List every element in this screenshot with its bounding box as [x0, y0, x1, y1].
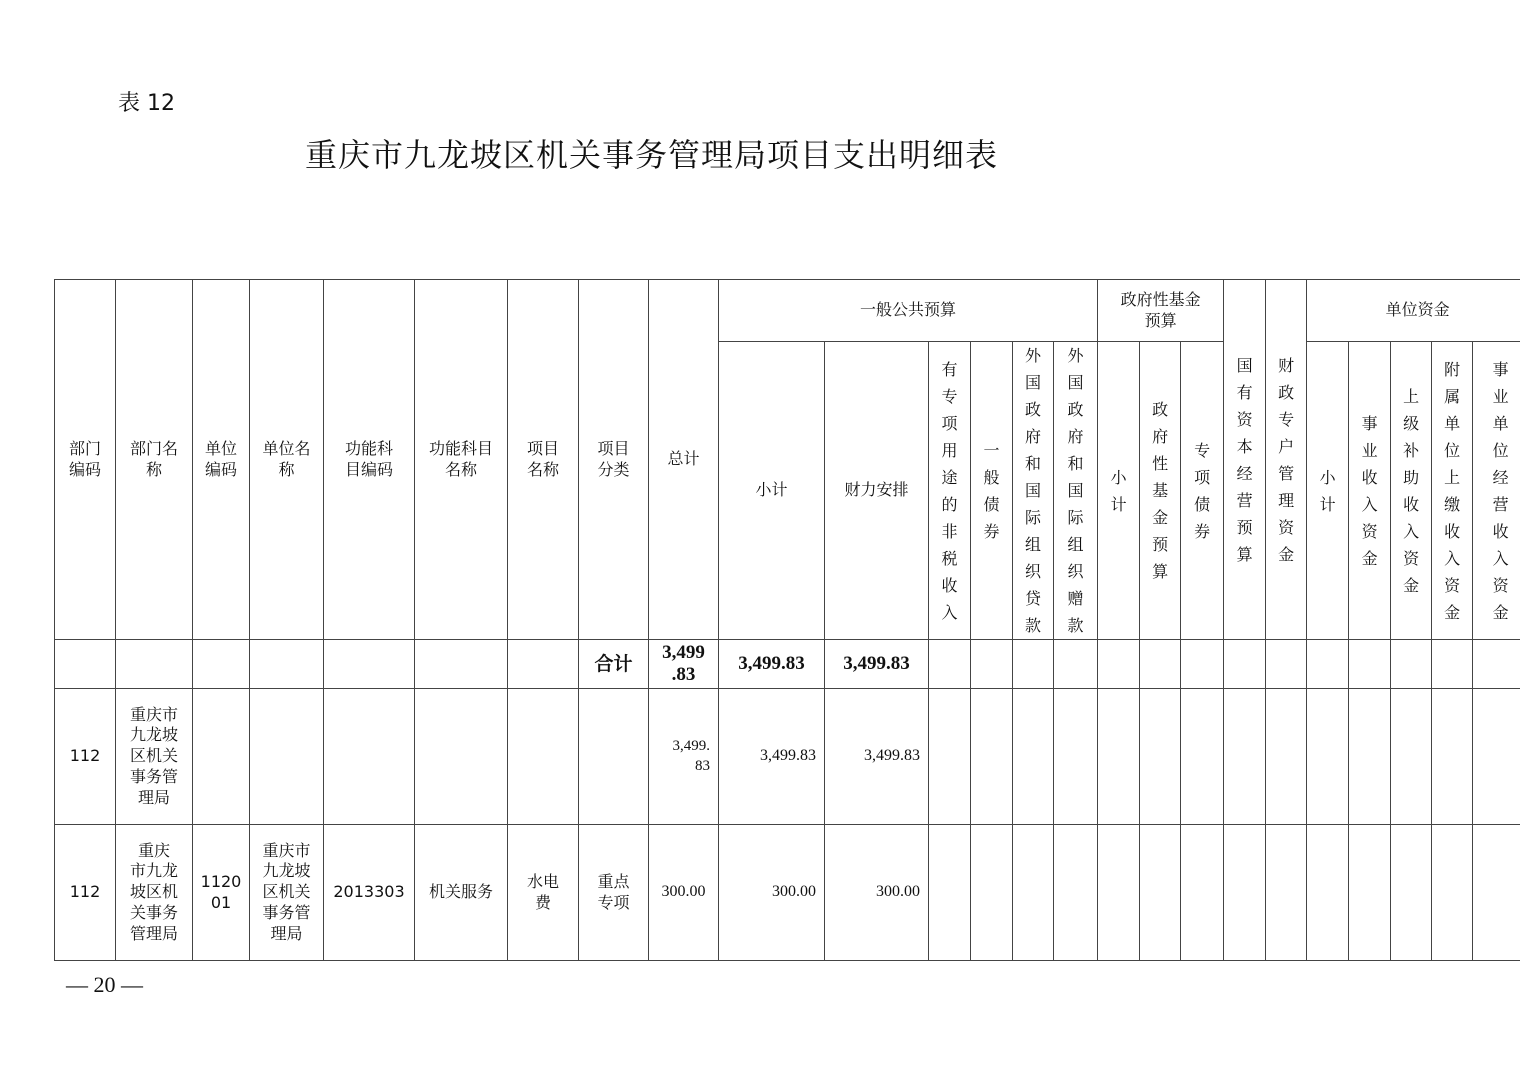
cell-dept-code: 112 — [55, 689, 116, 825]
header-unit-name: 单位名 称 — [250, 280, 324, 640]
header-unit-subtotal: 小 计 — [1307, 342, 1349, 640]
cell-gen-subtotal: 3,499.83 — [719, 689, 825, 825]
cell-proj-type — [579, 689, 649, 825]
header-gen-bond: 一 般 债 券 — [971, 342, 1013, 640]
cell-total: 3,499 .83 — [649, 640, 719, 689]
cell-gen-subtotal: 300.00 — [719, 825, 825, 961]
table-row — [55, 640, 1520, 689]
header-unit-operating: 事 业 单 位 经 营 收 入 资 金 — [1473, 342, 1520, 640]
cell-unit-code — [193, 640, 250, 689]
cell-unit-name — [250, 640, 324, 689]
cell-func-code: 2013303 — [324, 825, 415, 961]
header-gen-fiscal: 财力安排 — [825, 342, 929, 640]
table-row — [55, 825, 1520, 961]
empty-cell — [1098, 689, 1140, 825]
empty-cell — [1307, 640, 1349, 689]
empty-cell — [1473, 825, 1520, 961]
empty-cell — [1349, 689, 1391, 825]
empty-cell — [1098, 640, 1140, 689]
empty-cell — [1473, 689, 1520, 825]
empty-cell — [971, 825, 1013, 961]
empty-cell — [1054, 640, 1098, 689]
empty-cell — [1140, 640, 1181, 689]
table-number: 表 12 — [118, 91, 175, 116]
cell-total: 300.00 — [649, 825, 719, 961]
header-proj-type: 项目 分类 — [579, 280, 649, 640]
empty-cell — [1266, 825, 1307, 961]
cell-unit-name: 重庆市 九龙坡 区机关 事务管 理局 — [250, 825, 324, 961]
empty-cell — [971, 640, 1013, 689]
page-title: 重庆市九龙坡区机关事务管理局项目支出明细表 — [305, 136, 999, 174]
header-gov-fund-budget: 政 府 性 基 金 预 算 — [1140, 342, 1181, 640]
cell-func-code — [324, 640, 415, 689]
cell-total: 3,499. 83 — [649, 689, 719, 825]
cell-dept-code — [55, 640, 116, 689]
header-dept-name: 部门名 称 — [116, 280, 193, 640]
cell-proj-name — [508, 689, 579, 825]
empty-cell — [1391, 640, 1432, 689]
cell-gen-fiscal: 300.00 — [825, 825, 929, 961]
cell-unit-code: 1120 01 — [193, 825, 250, 961]
header-total: 总计 — [649, 280, 719, 640]
empty-cell — [1140, 825, 1181, 961]
cell-proj-type: 重点 专项 — [579, 825, 649, 961]
project-expense-table — [54, 279, 1520, 961]
page-number: — 20 — — [66, 972, 143, 997]
empty-cell — [1181, 689, 1224, 825]
empty-cell — [1013, 825, 1054, 961]
header-row-1 — [55, 280, 1520, 342]
project-expense-table-wrapper — [54, 279, 1520, 961]
empty-cell — [1391, 689, 1432, 825]
empty-cell — [1181, 640, 1224, 689]
header-dept-code: 部门 编码 — [55, 280, 116, 640]
empty-cell — [929, 825, 971, 961]
empty-cell — [971, 689, 1013, 825]
header-general-budget: 一般公共预算 — [719, 280, 1098, 342]
cell-dept-name — [116, 640, 193, 689]
cell-gen-subtotal: 3,499.83 — [719, 640, 825, 689]
header-gov-subtotal: 小 计 — [1098, 342, 1140, 640]
cell-dept-name: 重庆 市九龙 坡区机 关事务 管理局 — [116, 825, 193, 961]
empty-cell — [1181, 825, 1224, 961]
header-special-account: 财 政 专 户 管 理 资 金 — [1266, 280, 1307, 640]
empty-cell — [1307, 825, 1349, 961]
header-gov-special-bond: 专 项 债 券 — [1181, 342, 1224, 640]
header-func-code: 功能科 目编码 — [324, 280, 415, 640]
header-state-capital: 国 有 资 本 经 营 预 算 — [1224, 280, 1266, 640]
cell-proj-name: 水电 费 — [508, 825, 579, 961]
header-gen-nontax: 有 专 项 用 途 的 非 税 收 入 — [929, 342, 971, 640]
header-unit-business-income: 事 业 收 入 资 金 — [1349, 342, 1391, 640]
empty-cell — [1473, 640, 1520, 689]
empty-cell — [1054, 825, 1098, 961]
cell-gen-fiscal: 3,499.83 — [825, 689, 929, 825]
empty-cell — [1224, 689, 1266, 825]
empty-cell — [1013, 689, 1054, 825]
empty-cell — [929, 689, 971, 825]
header-unit-funds: 单位资金 — [1307, 280, 1520, 342]
cell-func-name — [415, 640, 508, 689]
cell-unit-name — [250, 689, 324, 825]
empty-cell — [1432, 689, 1473, 825]
empty-cell — [1224, 825, 1266, 961]
empty-cell — [1391, 825, 1432, 961]
empty-cell — [1266, 640, 1307, 689]
empty-cell — [1140, 689, 1181, 825]
cell-unit-code — [193, 689, 250, 825]
empty-cell — [1098, 825, 1140, 961]
header-gen-foreign-loan: 外 国 政 府 和 国 际 组 织 贷 款 — [1013, 342, 1054, 640]
header-gen-subtotal: 小计 — [719, 342, 825, 640]
cell-proj-name — [508, 640, 579, 689]
empty-cell — [1307, 689, 1349, 825]
empty-cell — [1054, 689, 1098, 825]
empty-cell — [1349, 640, 1391, 689]
empty-cell — [1224, 640, 1266, 689]
header-func-name: 功能科目 名称 — [415, 280, 508, 640]
empty-cell — [929, 640, 971, 689]
empty-cell — [1432, 825, 1473, 961]
cell-func-name — [415, 689, 508, 825]
empty-cell — [1266, 689, 1307, 825]
header-unit-affiliated: 附 属 单 位 上 缴 收 入 资 金 — [1432, 342, 1473, 640]
cell-func-name: 机关服务 — [415, 825, 508, 961]
header-proj-name: 项目 名称 — [508, 280, 579, 640]
empty-cell — [1349, 825, 1391, 961]
cell-gen-fiscal: 3,499.83 — [825, 640, 929, 689]
empty-cell — [1432, 640, 1473, 689]
header-unit-superior-subsidy: 上 级 补 助 收 入 资 金 — [1391, 342, 1432, 640]
cell-func-code — [324, 689, 415, 825]
cell-dept-code: 112 — [55, 825, 116, 961]
cell-proj-type: 合计 — [579, 640, 649, 689]
header-gen-foreign-grant: 外 国 政 府 和 国 际 组 织 赠 款 — [1054, 342, 1098, 640]
cell-dept-name: 重庆市 九龙坡 区机关 事务管 理局 — [116, 689, 193, 825]
table-row — [55, 689, 1520, 825]
header-unit-code: 单位 编码 — [193, 280, 250, 640]
empty-cell — [1013, 640, 1054, 689]
header-gov-fund: 政府性基金 预算 — [1098, 280, 1224, 342]
